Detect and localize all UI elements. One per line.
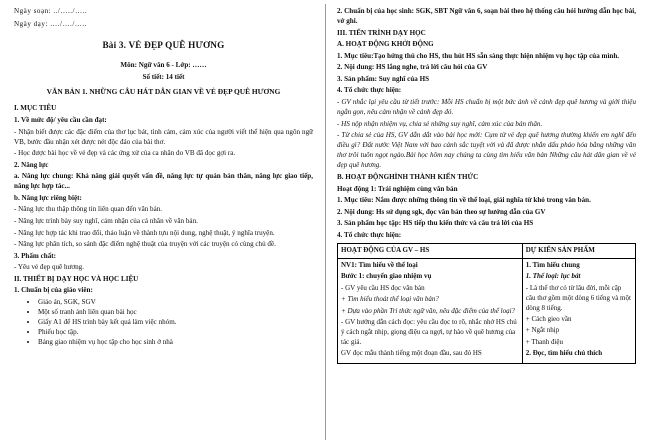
list-item: • Giáo án, SGK, SGV	[38, 297, 313, 307]
paragraph	[337, 195, 636, 205]
paragraph: - Học được bài học về vẻ đẹp và các ứng xử của ca nhân do VB đã đọc gợi ra.	[14, 149, 236, 158]
paragraph	[337, 218, 636, 228]
list-item: • Giấy A1 để HS trình bày kết quả làm việc nhóm.	[38, 317, 313, 327]
table-cell-product	[522, 258, 635, 363]
cell-line: - GV hướng dẫn cách đọc: yêu cầu đọc to rõ, nhắc nhở HS chú ý cách ngắt nhịp, giọng điệu ca ngợi, tự hào về quê hương của tác giả.	[341, 317, 517, 346]
paragraph	[14, 171, 313, 191]
cell-line: - Là thể thơ có từ lâu đời, mỗi cặp câu thơ gồm một dòng 6 tiếng và một dòng 8 tiếng.	[525, 283, 631, 312]
paragraph	[337, 85, 636, 95]
date-written-line: Ngày soạn: ../…../…..	[14, 7, 88, 15]
list-item: • Một số tranh ảnh liên quan bài học	[38, 307, 313, 317]
column-divider	[325, 4, 326, 440]
cell-line: + Tìm hiểu thoát thể loại văn bản?	[341, 295, 439, 304]
section-subheading: b. Năng lực riêng biệt:	[14, 193, 82, 202]
cell-line: NV1: Tìm hiểu về thể loại	[341, 260, 418, 269]
paragraph-text: 2. Nội dung: HS lắng nghe, trả lời câu hỏi của GV	[337, 63, 488, 72]
periods-line: Số tiết: 14 tiết	[142, 72, 185, 81]
paragraph-text: 2. Nội dung: Hs sử dụng sgk, đọc văn bản theo sự hướng dẫn của GV	[337, 207, 546, 216]
paragraph: - Năng lực hợp tác khi trao đổi, thảo luận về thành tựu nội dung, nghệ thuật, ý nghĩa truyện.	[14, 228, 275, 237]
paragraph	[337, 74, 636, 84]
activity-table	[337, 243, 636, 364]
paragraph-text: 3. Sản phẩm học tập: HS tiếp thu kiến thức và câu trả lời của HS	[337, 219, 534, 228]
paragraph-text: 4. Tổ chức thực hiện:	[337, 230, 402, 239]
lesson-title: VĂN BẢN 1. NHỮNG CÂU HÁT DÂN GIAN VỀ VẺ ĐẸP QUÊ HƯƠNG	[46, 87, 281, 97]
section-subheading: 1. Về mức độ/ yêu cầu cần đạt:	[14, 115, 107, 124]
subject-line: Môn: Ngữ văn 6 - Lớp: ……	[120, 61, 207, 70]
paragraph: - Yêu vẻ đẹp quê hương.	[14, 263, 84, 272]
paragraph: - Từ chia sẻ của HS, GV dẫn dắt vào bài học mới: Cụm từ vẻ đẹp quê hương thường khiến em nghĩ đến điều gì? Đất nước Việt Nam với bao cảnh sắc tuyệt vời và đã được nhắn dấu pháo hóa bằng những văn thơ trôi tuôn ngọt ngào.Bài học hôm nay chúng ta cùng tìm hiểu văn bản Những câu hát dân gian về vẻ đẹp quê hương.	[337, 131, 636, 170]
paragraph-text: 1. Mục tiêu: Nắm được những thông tin về thể loại, giải nghĩa từ khó trong văn bản.	[337, 196, 591, 205]
section-subheading: 1. Chuẩn bị của giáo viên:	[14, 286, 93, 295]
paragraph	[337, 6, 636, 26]
paragraph	[337, 207, 636, 217]
paragraph	[337, 51, 636, 61]
cell-line: 1. Thể loại: lục bát	[525, 272, 581, 281]
paragraph: - Năng lực trình bày suy nghĩ, cảm nhận của cá nhân về văn bản.	[14, 217, 198, 226]
cell-line: + Ngắt nhịp	[525, 326, 560, 335]
cell-line: 1. Tìm hiểu chung	[525, 260, 580, 269]
cell-line: + Cách gieo vần	[525, 314, 572, 323]
activity-heading: A. HOẠT ĐỘNG KHỞI ĐỘNG	[337, 40, 434, 49]
paragraph-text: 2. Chuẩn bị của học sinh: SGK, SBT Ngữ văn 6, soạn bài theo hệ thống câu hỏi hướng dẫn học bài, vở ghi.	[337, 7, 636, 26]
paragraph: - GV nhắc lại yêu cầu từ tiết trước: Mỗi HS chuẩn bị một bức ảnh về cảnh đẹp quê hương và giới thiệu ngắn gọn, nêu cảm nhận về cảnh đẹp đó.	[337, 98, 636, 117]
section-heading: III. TIẾN TRÌNH DẠY HỌC	[337, 28, 426, 37]
paragraph-text: 4. Tổ chức thực hiện:	[337, 86, 402, 95]
section-subheading: 3. Phẩm chất:	[14, 251, 56, 260]
activity-heading: B. HOẠT ĐỘNGHÌNH THÀNH KIẾN THỨC	[337, 172, 479, 181]
right-column	[325, 6, 642, 440]
table-row	[338, 258, 636, 363]
paragraph	[337, 230, 636, 240]
cell-line: Bước 1: chuyển giao nhiệm vụ	[341, 272, 432, 281]
materials-list	[14, 297, 313, 347]
paragraph-text: a. Năng lực chung: Khả năng giải quyết vấn đề, năng lực tự quản bản thân, năng lực giao tiếp, năng lực hợp tác...	[14, 172, 313, 191]
paragraph: - Năng lực phân tích, so sánh đặc điểm nghệ thuật của truyện với các truyện có cùng chủ đề.	[14, 240, 276, 249]
table-header-row	[338, 243, 636, 258]
table-header-cell: HOẠT ĐỘNG CỦA GV – HS	[338, 243, 523, 258]
date-taught-line: Ngày dạy: …./…./…..	[14, 19, 87, 28]
page-title: Bài 3. VẺ ĐẸP QUÊ HƯƠNG	[102, 39, 225, 50]
document-header	[14, 6, 313, 30]
cell-line: - GV yêu cầu HS đọc văn bản	[341, 283, 425, 292]
cell-line: GV đọc mẫu thành tiếng một đoạn đầu, sau đó HS	[341, 349, 482, 358]
paragraph	[337, 62, 636, 72]
list-item: • Bảng giao nhiệm vụ học tập cho học sinh ở nhà	[38, 337, 313, 347]
section-heading: II. THIẾT BỊ DẠY HỌC VÀ HỌC LIỆU	[14, 274, 139, 283]
table-header-cell: DỰ KIẾN SẢN PHẨM	[522, 243, 635, 258]
paragraph: - Nhận biết được các đặc điểm của thơ lục bát, tình cảm, cảm xúc của người viết thể hiện qua ngôn ngữ VB, bước đầu nhận xét được nét độc đáo của bài thơ.	[14, 127, 313, 146]
paragraph-text: 3. Sản phẩm: Suy nghĩ của HS	[337, 74, 430, 83]
cell-line: 2. Đọc, tìm hiểu chú thích	[525, 349, 603, 358]
cell-line: + Thanh điệu	[525, 337, 564, 346]
cell-line: + Dựa vào phần Tri thức ngữ văn, nêu đặc điểm của thể loại?	[341, 306, 516, 315]
table-cell-activity	[338, 258, 523, 363]
activity-subheading: Hoạt động 1: Trải nghiệm cùng văn bản	[337, 184, 458, 193]
left-column	[8, 6, 325, 440]
list-item: • Phiếu học tập.	[38, 327, 313, 337]
paragraph-text: 1. Mục tiêu:Tạo hứng thú cho HS, thu hút HS sẵn sàng thực hiện nhiệm vụ học tập của mình.	[337, 51, 620, 60]
section-heading: I. MỤC TIÊU	[14, 104, 57, 113]
paragraph: - HS nộp nhận nhiệm vụ, chia sẻ những suy nghĩ, cảm xúc của bản thân.	[337, 119, 543, 128]
left-body	[14, 103, 313, 347]
section-subheading: 2. Năng lực	[14, 160, 49, 169]
paragraph: - Năng lực thu thập thông tin liên quan đến văn bản.	[14, 205, 163, 214]
